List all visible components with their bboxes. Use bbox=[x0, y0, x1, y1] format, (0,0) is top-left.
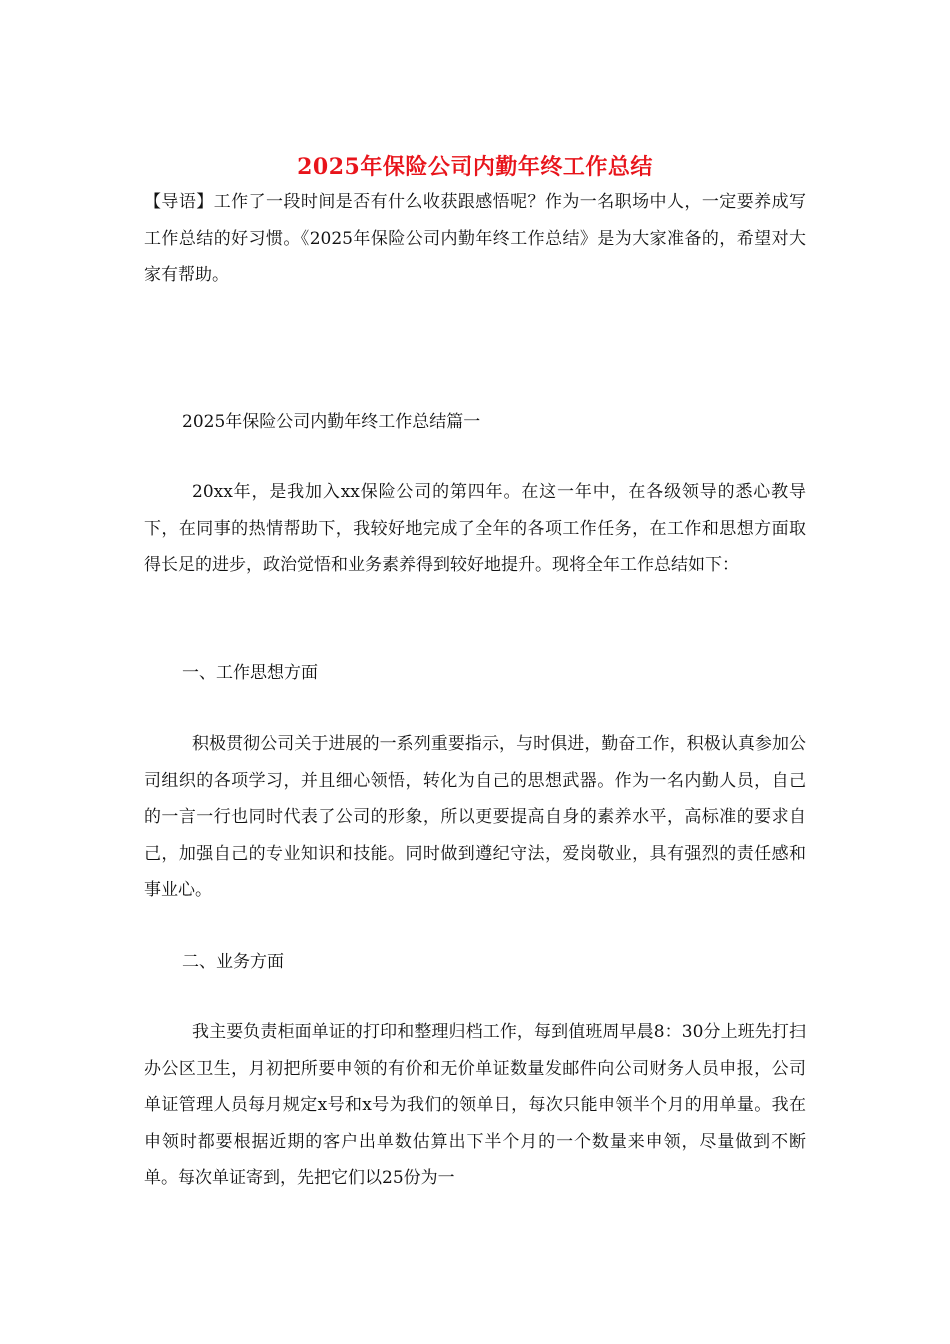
section-1-text: 积极贯彻公司关于进展的一系列重要指示，与时俱进，勤奋工作，积极认真参加公司组织的各项学习，并且细心领悟，转化为自己的思想武器。作为一名内勤人员，自己的一言一行也同时代表了公司的形象，所以更要提高自身的素养水平，高标准的要求自己，加强自己的专业知识和技能。同时做到遵纪守法，爱岗敬业，具有强烈的责任感和事业心。 bbox=[144, 734, 806, 900]
section-2-heading: 二、业务方面 bbox=[182, 952, 284, 972]
document-title: 2025年保险公司内勤年终工作总结 bbox=[297, 154, 653, 180]
section-1-heading: 一、工作思想方面 bbox=[182, 663, 318, 683]
chapter-title: 2025年保险公司内勤年终工作总结篇一 bbox=[182, 412, 481, 432]
section-2-text: 我主要负责柜面单证的打印和整理归档工作，每到值班周早晨8：30分上班先打扫办公区卫生，月初把所要申领的有价和无价单证数量发邮件向公司财务人员申报，公司单证管理人员每月规定x号和x号为我们的领单日，每次只能申领半个月的用单量。我在申领时都要根据近期的客户出单数估算出下半个月的一个数量来申领，尽量做到不断单。每次单证寄到，先把它们以25份为一 bbox=[144, 1022, 806, 1188]
paragraph-1: 20xx年，是我加入xx保险公司的第四年。在这一年中，在各级领导的悉心教导下，在同事的热情帮助下，我较好地完成了全年的各项工作任务，在工作和思想方面取得长足的进步，政治觉悟和业务素养得到较好地提升。现将全年工作总结如下： bbox=[144, 482, 806, 575]
intro-paragraph: 【导语】工作了一段时间是否有什么收获跟感悟呢？作为一名职场中人，一定要养成写工作总结的好习惯。《2025年保险公司内勤年终工作总结》是为大家准备的，希望对大家有帮助。 bbox=[144, 192, 806, 285]
